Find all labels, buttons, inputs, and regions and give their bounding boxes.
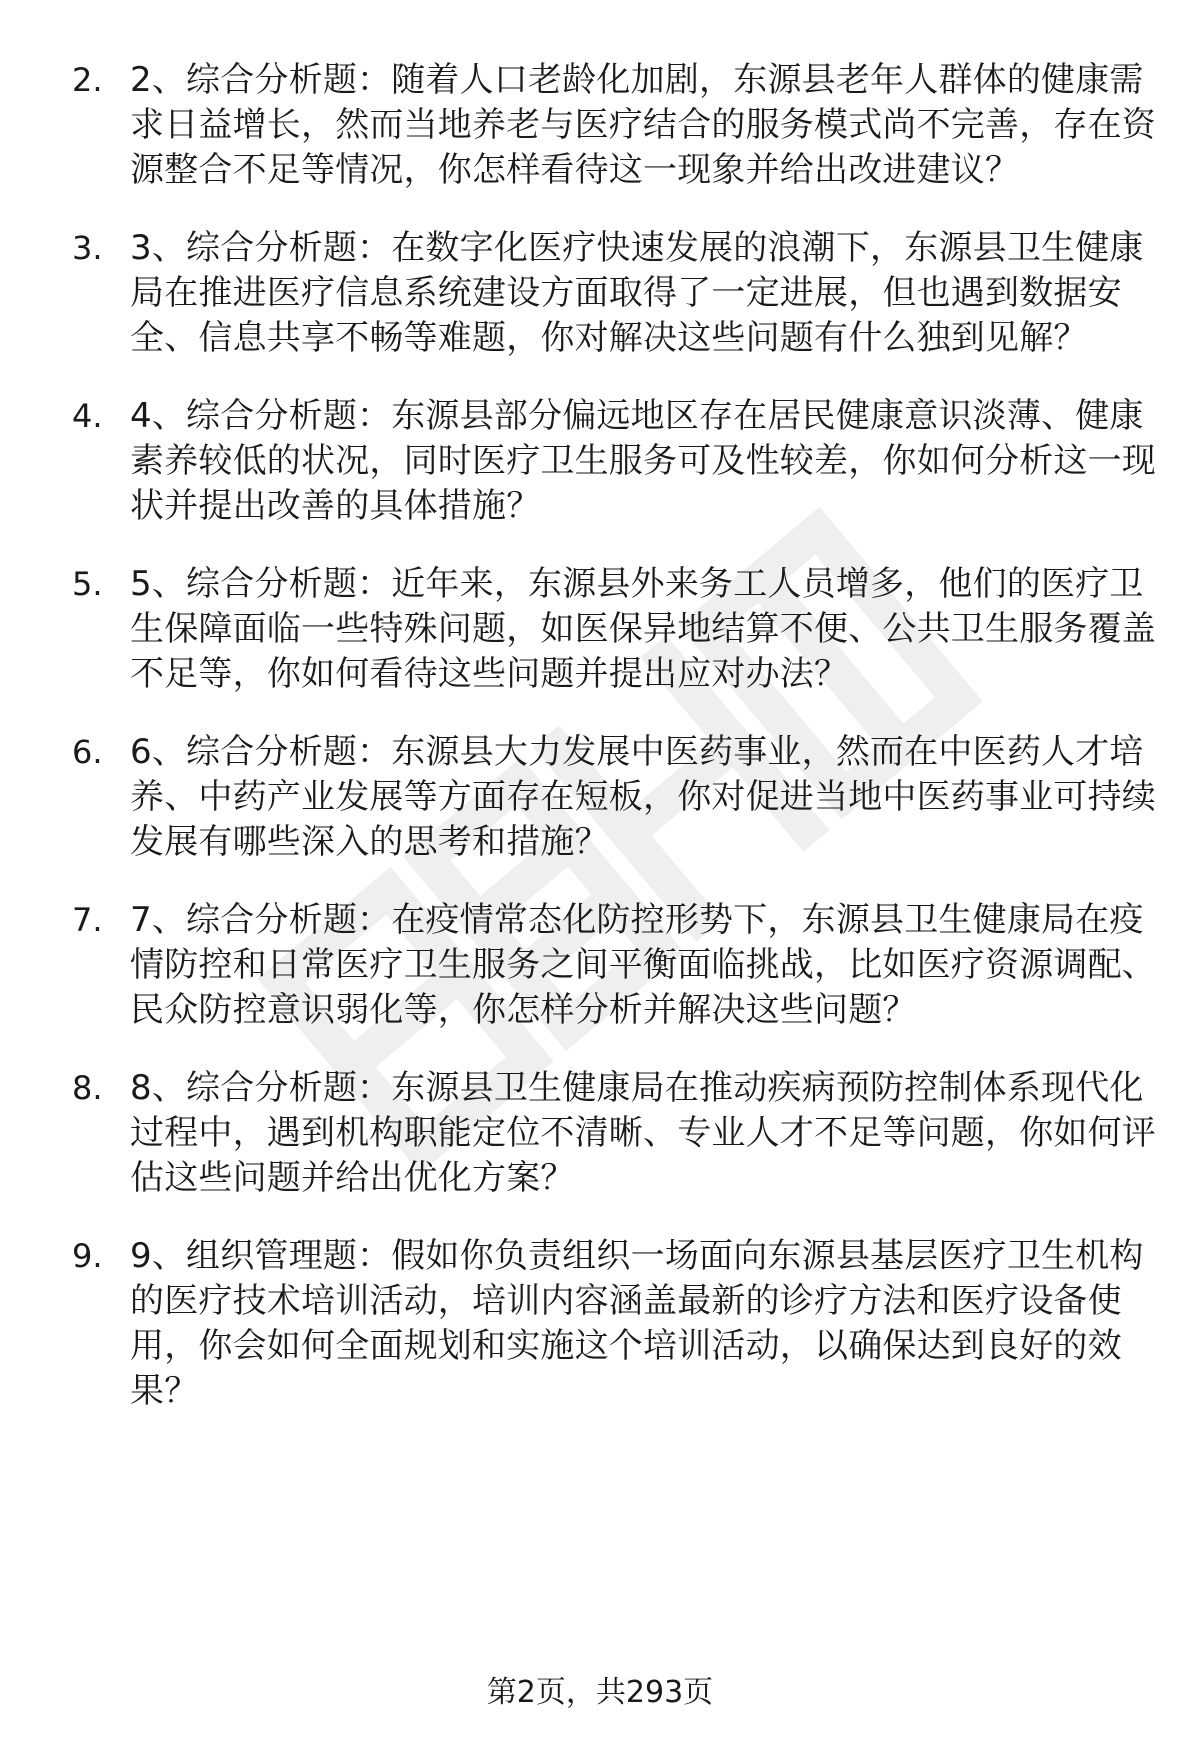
question-item [72,1066,1162,1201]
question-text: 9、组织管理题：假如你负责组织一场面向东源县基层医疗卫生机构的医疗技术培训活动，培训内容涵盖最新的诊疗方法和医疗设备使用，你会如何全面规划和实施这个培训活动，以确保达到良好的效果？ [130,1236,1144,1411]
question-item [72,898,1162,1033]
question-item [72,730,1162,865]
question-number: 3. [72,229,103,267]
question-text: 3、综合分析题：在数字化医疗快速发展的浪潮下，东源县卫生健康局在推进医疗信息系统建设方面取得了一定进展，但也遇到数据安全、信息共享不畅等难题，你对解决这些问题有什么独到见解？ [130,228,1144,358]
question-number: 8. [72,1069,103,1107]
question-number: 5. [72,565,103,603]
question-item [72,226,1162,361]
question-number: 6. [72,733,103,771]
question-text: 7、综合分析题：在疫情常态化防控形势下，东源县卫生健康局在疫情防控和日常医疗卫生服务之间平衡面临挑战，比如医疗资源调配、民众防控意识弱化等，你怎样分析并解决这些问题？ [130,900,1156,1030]
question-item [72,58,1162,193]
page-footer: 第2页，共293页 [486,1675,714,1710]
question-item [72,562,1162,697]
question-item [72,1234,1162,1414]
question-text: 5、综合分析题：近年来，东源县外来务工人员增多，他们的医疗卫生保障面临一些特殊问题，如医保异地结算不便、公共卫生服务覆盖不足等，你如何看待这些问题并提出应对办法？ [130,564,1156,694]
question-text: 6、综合分析题：东源县大力发展中医药事业，然而在中医药人才培养、中药产业发展等方面存在短板，你对促进当地中医药事业可持续发展有哪些深入的思考和措施？ [130,732,1156,862]
question-text: 2、综合分析题：随着人口老龄化加剧，东源县老年人群体的健康需求日益增长，然而当地养老与医疗结合的服务模式尚不完善，存在资源整合不足等情况，你怎样看待这一现象并给出改进建议？ [130,60,1156,190]
question-item [72,394,1162,529]
question-text: 8、综合分析题：东源县卫生健康局在推动疾病预防控制体系现代化过程中，遇到机构职能定位不清晰、专业人才不足等问题，你如何评估这些问题并给出优化方案？ [130,1068,1156,1198]
question-number: 7. [72,901,103,939]
question-number: 2. [72,61,103,99]
question-number: 4. [72,397,103,435]
question-text: 4、综合分析题：东源县部分偏远地区存在居民健康意识淡薄、健康素养较低的状况，同时医疗卫生服务可及性较差，你如何分析这一现状并提出改善的具体措施？ [130,396,1156,526]
question-number: 9. [72,1237,103,1275]
question-list [72,58,1162,1447]
